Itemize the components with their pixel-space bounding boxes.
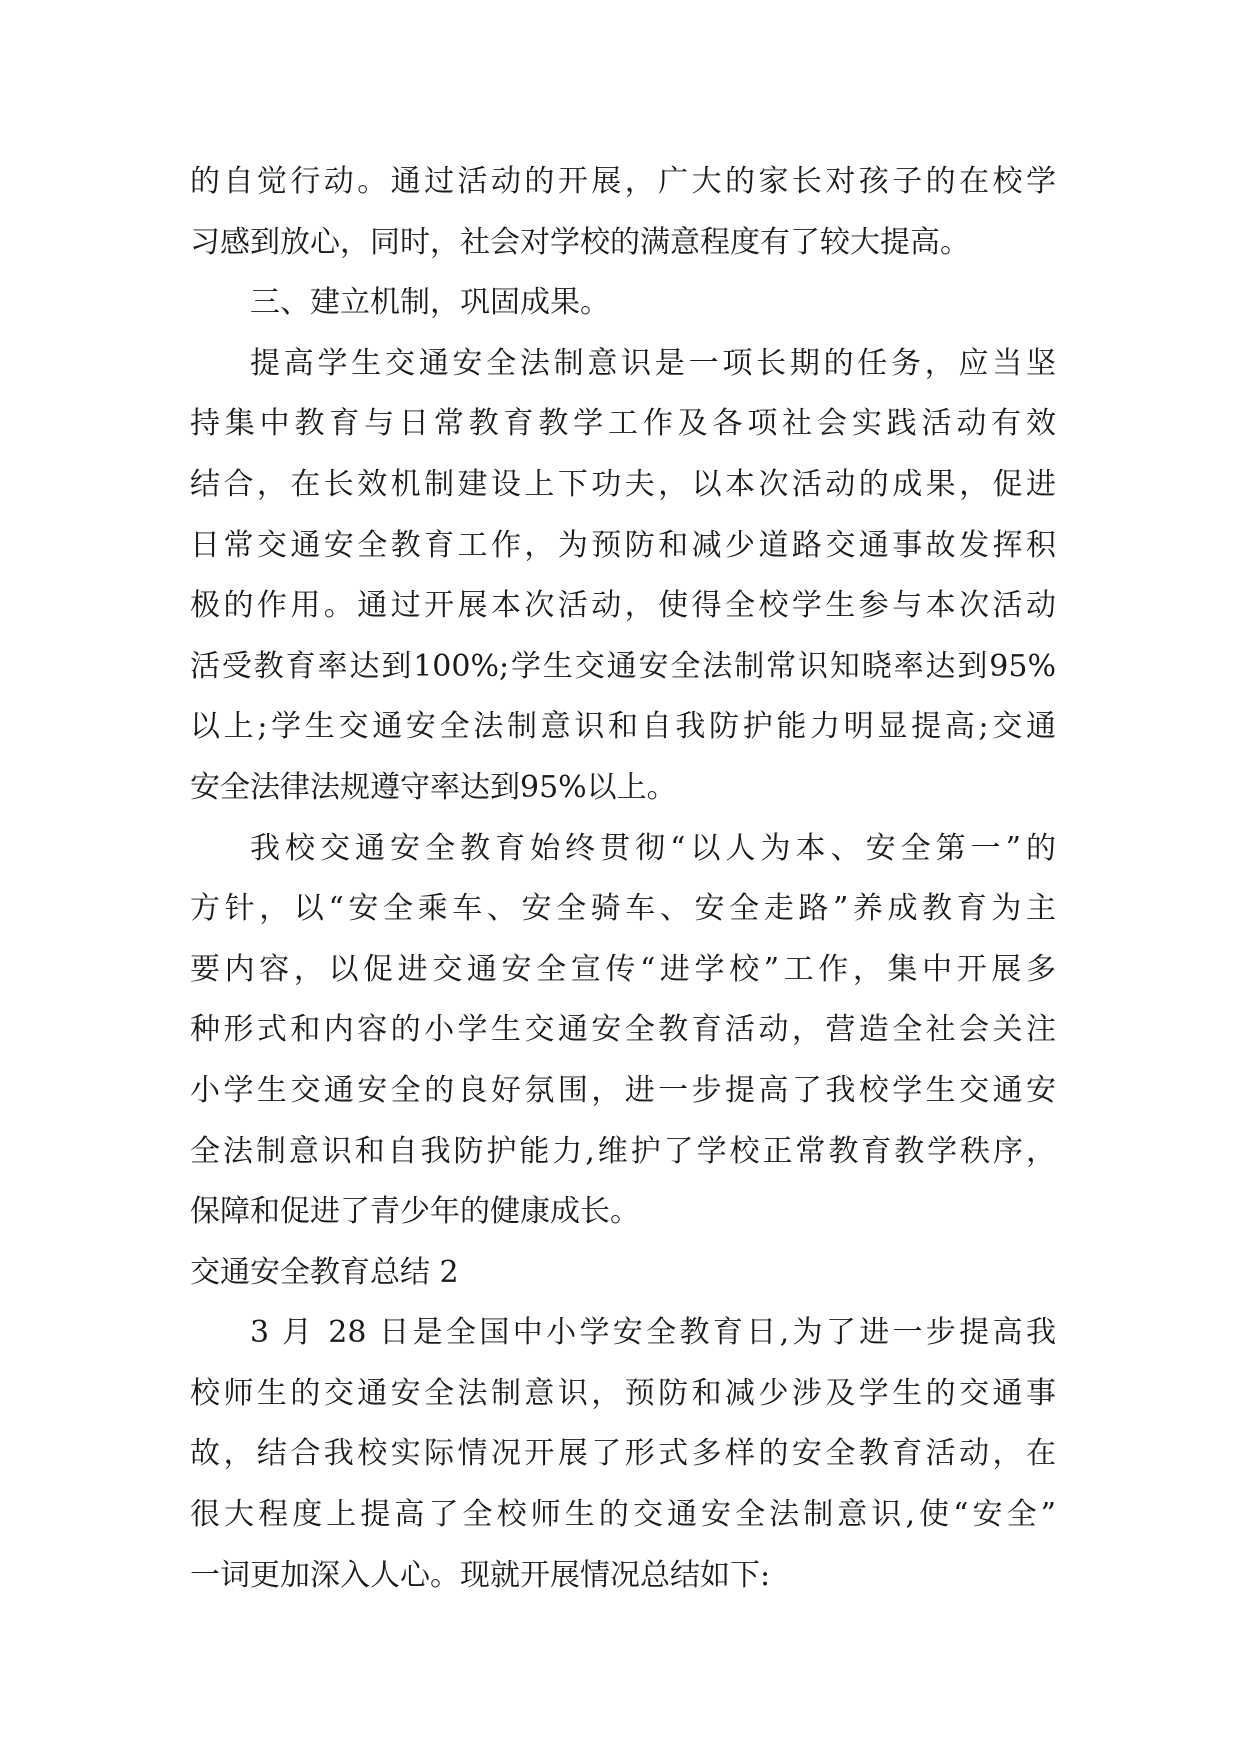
paragraph-line: 结合，在长效机制建设上下功夫，以本次活动的成果，促进 [190, 466, 1056, 502]
paragraph-line: 以上;学生交通安全法制意识和自我防护能力明显提高;交通 [190, 709, 1056, 745]
paragraph-line: 全法制意识和自我防护能力,维护了学校正常教育教学秩序， [190, 1133, 1056, 1169]
paragraph-line: 安全法律法规遵守率达到95%以上。 [190, 769, 677, 805]
paragraph-line: 故，结合我校实际情况开展了形式多样的安全教育活动，在 [190, 1436, 1056, 1472]
paragraph-line: 一词更加深入人心。现就开展情况总结如下: [190, 1557, 771, 1593]
paragraph-line: 日常交通安全教育工作，为预防和减少道路交通事故发挥积 [190, 527, 1056, 563]
paragraph-line: 要内容，以促进交通安全宣传“进学校”工作，集中开展多 [190, 951, 1056, 987]
paragraph-line: 我校交通安全教育始终贯彻“以人为本、安全第一”的 [250, 830, 1056, 866]
paragraph-line: 极的作用。通过开展本次活动，使得全校学生参与本次活动 [190, 588, 1056, 624]
paragraph-line: 持集中教育与日常教育教学工作及各项社会实践活动有效 [190, 406, 1056, 442]
paragraph-line: 方针，以“安全乘车、安全骑车、安全走路”养成教育为主 [190, 891, 1056, 927]
paragraph-line: 小学生交通安全的良好氛围，进一步提高了我校学生交通安 [190, 1072, 1056, 1108]
paragraph-line: 活受教育率达到100%;学生交通安全法制常识知晓率达到95% [190, 648, 1056, 684]
paragraph-line: 的自觉行动。通过活动的开展，广大的家长对孩子的在校学 [190, 164, 1056, 199]
paragraph-line: 很大程度上提高了全校师生的交通安全法制意识,使“安全” [190, 1497, 1056, 1533]
section-heading: 三、建立机制，巩固成果。 [250, 285, 610, 321]
paragraph-line: 习感到放心，同时，社会对学校的满意程度有了较大提高。 [190, 224, 970, 260]
paragraph-line: 种形式和内容的小学生交通安全教育活动，营造全社会关注 [190, 1012, 1056, 1048]
document-body [190, 152, 1056, 1606]
paragraph-line: 校师生的交通安全法制意识，预防和减少涉及学生的交通事 [190, 1375, 1056, 1411]
document-title: 交通安全教育总结 2 [190, 1254, 459, 1290]
paragraph-line: 3 月 28 日是全国中小学安全教育日,为了进一步提高我 [250, 1315, 1056, 1351]
paragraph-line: 保障和促进了青少年的健康成长。 [190, 1194, 640, 1230]
paragraph-line: 提高学生交通安全法制意识是一项长期的任务，应当坚 [250, 345, 1056, 381]
